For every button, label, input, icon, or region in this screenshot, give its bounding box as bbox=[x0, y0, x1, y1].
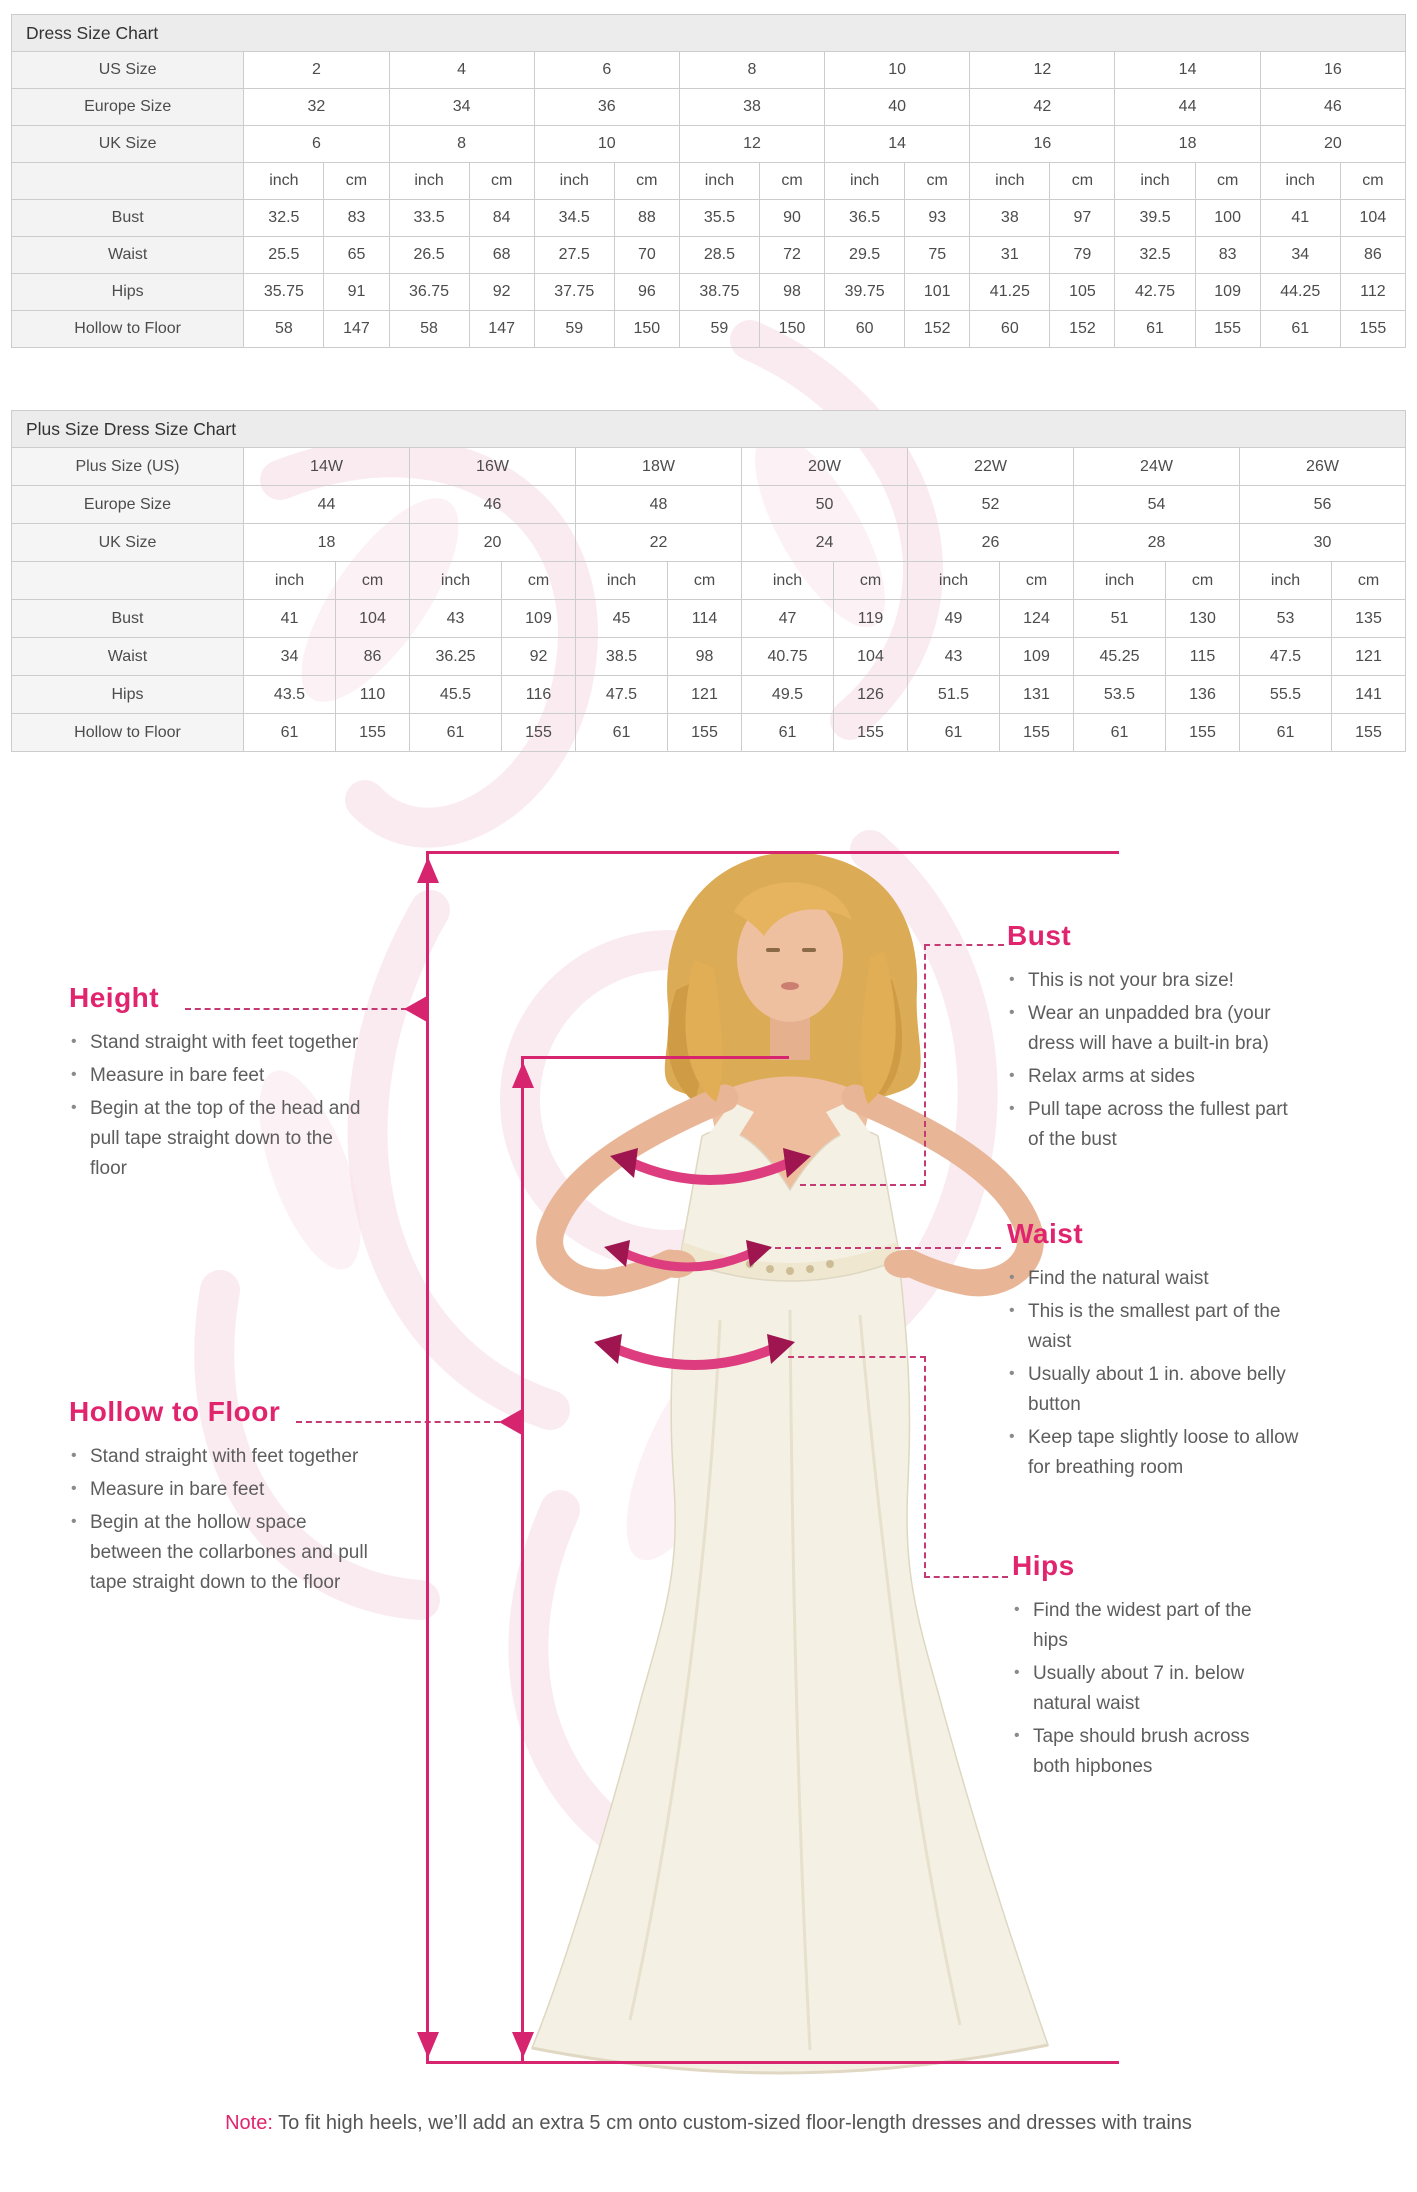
value-cell: 18W bbox=[576, 448, 742, 486]
value-cell: 109 bbox=[1000, 638, 1074, 676]
guide-bullet: • Begin at the hollow space between the collarbones and pull tape straight down to the floor bbox=[69, 1508, 369, 1598]
value-cell: 39.75 bbox=[825, 274, 905, 311]
value-cell: 88 bbox=[614, 200, 679, 237]
value-cell: 36 bbox=[534, 89, 679, 126]
value-cell: 155 bbox=[502, 714, 576, 752]
value-cell: 135 bbox=[1332, 600, 1406, 638]
value-cell: 114 bbox=[668, 600, 742, 638]
height-callout-arrow-icon bbox=[404, 996, 427, 1022]
height-line-top bbox=[426, 851, 1119, 854]
value-cell: 38.75 bbox=[679, 274, 759, 311]
measure-row bbox=[12, 311, 1406, 348]
value-cell: cm bbox=[614, 163, 679, 200]
row-label-cell: Waist bbox=[12, 237, 244, 274]
value-cell: 40.75 bbox=[742, 638, 834, 676]
bust-callout-dash-lower bbox=[800, 1184, 926, 1186]
value-cell: 155 bbox=[1340, 311, 1405, 348]
value-cell: 30 bbox=[1240, 524, 1406, 562]
height-line-bottom bbox=[426, 2061, 1119, 2064]
guide-bullet: • This is the smallest part of the waist bbox=[1007, 1297, 1312, 1357]
value-cell: 61 bbox=[908, 714, 1000, 752]
value-cell: inch bbox=[825, 163, 905, 200]
value-cell: 27.5 bbox=[534, 237, 614, 274]
value-cell: 86 bbox=[336, 638, 410, 676]
value-cell: 34.5 bbox=[534, 200, 614, 237]
row-label-cell: Waist bbox=[12, 638, 244, 676]
value-cell: 60 bbox=[970, 311, 1050, 348]
value-cell: 109 bbox=[1195, 274, 1260, 311]
row-label-cell: US Size bbox=[12, 52, 244, 89]
hollow-line-vertical bbox=[521, 1056, 524, 2063]
value-cell: 51 bbox=[1074, 600, 1166, 638]
height-line-vertical bbox=[426, 851, 429, 2064]
measure-row bbox=[12, 600, 1406, 638]
value-cell: 36.75 bbox=[389, 274, 469, 311]
value-cell: 54 bbox=[1074, 486, 1240, 524]
value-cell: 16 bbox=[970, 126, 1115, 163]
value-cell: cm bbox=[469, 163, 534, 200]
value-cell: cm bbox=[905, 163, 970, 200]
value-cell: 32.5 bbox=[244, 200, 324, 237]
value-cell: 43 bbox=[908, 638, 1000, 676]
measure-row bbox=[12, 200, 1406, 237]
guide-bullet: • Usually about 1 in. above belly button bbox=[1007, 1360, 1312, 1420]
chart-title: Plus Size Dress Size Chart bbox=[11, 410, 1406, 448]
value-cell: 34 bbox=[1260, 237, 1340, 274]
value-cell: cm bbox=[1050, 163, 1115, 200]
waist-tape-arrow bbox=[602, 1234, 774, 1288]
row-label-cell bbox=[12, 163, 244, 200]
value-cell: 152 bbox=[1050, 311, 1115, 348]
value-cell: cm bbox=[759, 163, 824, 200]
value-cell: 35.75 bbox=[244, 274, 324, 311]
value-cell: 18 bbox=[1115, 126, 1260, 163]
guide-bullet: • This is not your bra size! bbox=[1007, 966, 1307, 996]
value-cell: 97 bbox=[1050, 200, 1115, 237]
value-cell: 110 bbox=[336, 676, 410, 714]
value-cell: 22 bbox=[576, 524, 742, 562]
value-cell: 14 bbox=[825, 126, 970, 163]
value-cell: 24W bbox=[1074, 448, 1240, 486]
guide-bullet: • Measure in bare feet bbox=[69, 1061, 369, 1091]
value-cell: inch bbox=[908, 562, 1000, 600]
unit-header-row bbox=[12, 163, 1406, 200]
value-cell: 55.5 bbox=[1240, 676, 1332, 714]
value-cell: 35.5 bbox=[679, 200, 759, 237]
value-cell: 6 bbox=[244, 126, 389, 163]
value-cell: 48 bbox=[576, 486, 742, 524]
chart-title: Dress Size Chart bbox=[11, 14, 1406, 52]
value-cell: cm bbox=[1195, 163, 1260, 200]
size-row bbox=[12, 448, 1406, 486]
value-cell: 152 bbox=[905, 311, 970, 348]
value-cell: inch bbox=[244, 562, 336, 600]
hollow-callout-arrow-icon bbox=[499, 1409, 522, 1435]
bust-heading: Bust bbox=[1007, 920, 1072, 951]
value-cell: 141 bbox=[1332, 676, 1406, 714]
value-cell: 98 bbox=[668, 638, 742, 676]
note-text: To fit high heels, we’ll add an extra 5 cm onto custom-sized floor-length dresses and dresses with trains bbox=[272, 2112, 1192, 2134]
value-cell: 59 bbox=[534, 311, 614, 348]
value-cell: 47.5 bbox=[1240, 638, 1332, 676]
value-cell: inch bbox=[244, 163, 324, 200]
value-cell: cm bbox=[1166, 562, 1240, 600]
value-cell: 42 bbox=[970, 89, 1115, 126]
row-label-cell: Hips bbox=[12, 676, 244, 714]
value-cell: 41 bbox=[1260, 200, 1340, 237]
value-cell: 92 bbox=[469, 274, 534, 311]
value-cell: inch bbox=[1115, 163, 1195, 200]
guide-bullet: • Find the widest part of the hips bbox=[1012, 1596, 1287, 1656]
value-cell: cm bbox=[668, 562, 742, 600]
row-label-cell bbox=[12, 562, 244, 600]
row-label-cell: Bust bbox=[12, 600, 244, 638]
row-label-cell: Hollow to Floor bbox=[12, 714, 244, 752]
value-cell: inch bbox=[1074, 562, 1166, 600]
value-cell: 32.5 bbox=[1115, 237, 1195, 274]
value-cell: 83 bbox=[324, 200, 389, 237]
bust-section bbox=[1007, 920, 1307, 1158]
size-row bbox=[12, 52, 1406, 89]
value-cell: 45 bbox=[576, 600, 668, 638]
model-illustration bbox=[480, 840, 1060, 2085]
value-cell: 119 bbox=[834, 600, 908, 638]
value-cell: 61 bbox=[576, 714, 668, 752]
size-row bbox=[12, 486, 1406, 524]
value-cell: 70 bbox=[614, 237, 679, 274]
waist-callout-dash bbox=[765, 1247, 1001, 1249]
value-cell: 12 bbox=[970, 52, 1115, 89]
height-bullets bbox=[69, 1028, 369, 1184]
value-cell: cm bbox=[1000, 562, 1074, 600]
value-cell: 31 bbox=[970, 237, 1050, 274]
value-cell: inch bbox=[389, 163, 469, 200]
value-cell: 38 bbox=[679, 89, 824, 126]
value-cell: 61 bbox=[244, 714, 336, 752]
value-cell: 8 bbox=[389, 126, 534, 163]
bust-bullets bbox=[1007, 966, 1307, 1155]
value-cell: 155 bbox=[1000, 714, 1074, 752]
value-cell: 32 bbox=[244, 89, 389, 126]
value-cell: 59 bbox=[679, 311, 759, 348]
guide-bullet: • Usually about 7 in. below natural waist bbox=[1012, 1659, 1287, 1719]
value-cell: 40 bbox=[825, 89, 970, 126]
value-cell: 37.75 bbox=[534, 274, 614, 311]
value-cell: 16 bbox=[1260, 52, 1405, 89]
value-cell: 46 bbox=[410, 486, 576, 524]
value-cell: 104 bbox=[834, 638, 908, 676]
value-cell: 10 bbox=[825, 52, 970, 89]
value-cell: 126 bbox=[834, 676, 908, 714]
row-label-cell: UK Size bbox=[12, 126, 244, 163]
row-label-cell: Bust bbox=[12, 200, 244, 237]
hips-callout-dash-vertical bbox=[924, 1356, 926, 1578]
row-label-cell: Hollow to Floor bbox=[12, 311, 244, 348]
value-cell: 109 bbox=[502, 600, 576, 638]
value-cell: cm bbox=[834, 562, 908, 600]
value-cell: 44 bbox=[244, 486, 410, 524]
value-cell: 51.5 bbox=[908, 676, 1000, 714]
value-cell: 56 bbox=[1240, 486, 1406, 524]
value-cell: 20 bbox=[410, 524, 576, 562]
guide-bullet: • Pull tape across the fullest part of the bust bbox=[1007, 1095, 1307, 1155]
hips-bullets bbox=[1012, 1596, 1287, 1782]
value-cell: 68 bbox=[469, 237, 534, 274]
value-cell: 45.25 bbox=[1074, 638, 1166, 676]
size-row bbox=[12, 524, 1406, 562]
value-cell: 61 bbox=[1260, 311, 1340, 348]
value-cell: 155 bbox=[1332, 714, 1406, 752]
value-cell: 12 bbox=[679, 126, 824, 163]
value-cell: 155 bbox=[834, 714, 908, 752]
hips-heading: Hips bbox=[1012, 1550, 1075, 1581]
value-cell: 90 bbox=[759, 200, 824, 237]
value-cell: 61 bbox=[1115, 311, 1195, 348]
value-cell: 43.5 bbox=[244, 676, 336, 714]
measure-row bbox=[12, 274, 1406, 311]
value-cell: 50 bbox=[742, 486, 908, 524]
value-cell: 79 bbox=[1050, 237, 1115, 274]
height-heading: Height bbox=[69, 982, 160, 1013]
value-cell: 39.5 bbox=[1115, 200, 1195, 237]
value-cell: 104 bbox=[1340, 200, 1405, 237]
hips-callout-dash-upper bbox=[788, 1356, 926, 1358]
value-cell: 36.25 bbox=[410, 638, 502, 676]
value-cell: 22W bbox=[908, 448, 1074, 486]
waist-section bbox=[1007, 1218, 1312, 1486]
measure-row bbox=[12, 638, 1406, 676]
value-cell: 41 bbox=[244, 600, 336, 638]
value-cell: 75 bbox=[905, 237, 970, 274]
value-cell: 4 bbox=[389, 52, 534, 89]
waist-bullets bbox=[1007, 1264, 1312, 1483]
hollow-bullets bbox=[69, 1442, 369, 1598]
hollow-arrow-up-icon bbox=[512, 1062, 534, 1088]
value-cell: 18 bbox=[244, 524, 410, 562]
value-cell: 6 bbox=[534, 52, 679, 89]
value-cell: 52 bbox=[908, 486, 1074, 524]
value-cell: 26W bbox=[1240, 448, 1406, 486]
value-cell: 43 bbox=[410, 600, 502, 638]
value-cell: 91 bbox=[324, 274, 389, 311]
value-cell: 72 bbox=[759, 237, 824, 274]
bust-tape-arrow bbox=[608, 1140, 813, 1202]
hollow-line-top bbox=[521, 1056, 789, 1059]
waist-heading: Waist bbox=[1007, 1218, 1084, 1249]
bust-callout-dash-upper bbox=[924, 944, 1004, 946]
value-cell: inch bbox=[576, 562, 668, 600]
value-cell: 49 bbox=[908, 600, 1000, 638]
value-cell: 150 bbox=[759, 311, 824, 348]
value-cell: 124 bbox=[1000, 600, 1074, 638]
value-cell: 84 bbox=[469, 200, 534, 237]
guide-bullet: • Find the natural waist bbox=[1007, 1264, 1312, 1294]
value-cell: 10 bbox=[534, 126, 679, 163]
measure-row bbox=[12, 714, 1406, 752]
value-cell: 93 bbox=[905, 200, 970, 237]
value-cell: 116 bbox=[502, 676, 576, 714]
value-cell: 14W bbox=[244, 448, 410, 486]
value-cell: inch bbox=[1240, 562, 1332, 600]
value-cell: 47 bbox=[742, 600, 834, 638]
value-cell: 131 bbox=[1000, 676, 1074, 714]
value-cell: 47.5 bbox=[576, 676, 668, 714]
value-cell: 36.5 bbox=[825, 200, 905, 237]
dress-size-chart bbox=[11, 14, 1406, 348]
value-cell: 61 bbox=[1074, 714, 1166, 752]
value-cell: 2 bbox=[244, 52, 389, 89]
value-cell: 104 bbox=[336, 600, 410, 638]
value-cell: 49.5 bbox=[742, 676, 834, 714]
value-cell: 150 bbox=[614, 311, 679, 348]
value-cell: inch bbox=[742, 562, 834, 600]
value-cell: 28 bbox=[1074, 524, 1240, 562]
guide-bullet: • Begin at the top of the head and pull tape straight down to the floor bbox=[69, 1094, 369, 1184]
value-cell: 8 bbox=[679, 52, 824, 89]
value-cell: 16W bbox=[410, 448, 576, 486]
value-cell: 65 bbox=[324, 237, 389, 274]
bust-callout-dash-vertical bbox=[924, 944, 926, 1186]
value-cell: 24 bbox=[742, 524, 908, 562]
hips-callout-dash-lower bbox=[924, 1576, 1008, 1578]
value-cell: 61 bbox=[410, 714, 502, 752]
value-cell: 41.25 bbox=[970, 274, 1050, 311]
value-cell: 38 bbox=[970, 200, 1050, 237]
value-cell: 29.5 bbox=[825, 237, 905, 274]
value-cell: 58 bbox=[389, 311, 469, 348]
hollow-arrow-down-icon bbox=[512, 2032, 534, 2058]
row-label-cell: Hips bbox=[12, 274, 244, 311]
value-cell: 121 bbox=[668, 676, 742, 714]
height-arrow-up-icon bbox=[417, 857, 439, 883]
hips-tape-arrow bbox=[592, 1328, 797, 1386]
plus-size-table bbox=[11, 447, 1406, 752]
value-cell: 61 bbox=[742, 714, 834, 752]
row-label-cell: Europe Size bbox=[12, 89, 244, 126]
guide-bullet: • Tape should brush across both hipbones bbox=[1012, 1722, 1287, 1782]
value-cell: 58 bbox=[244, 311, 324, 348]
value-cell: 20 bbox=[1260, 126, 1405, 163]
value-cell: inch bbox=[679, 163, 759, 200]
value-cell: 28.5 bbox=[679, 237, 759, 274]
value-cell: 45.5 bbox=[410, 676, 502, 714]
hips-section bbox=[1012, 1550, 1287, 1785]
value-cell: 101 bbox=[905, 274, 970, 311]
height-section bbox=[69, 982, 369, 1187]
value-cell: inch bbox=[410, 562, 502, 600]
value-cell: cm bbox=[1332, 562, 1406, 600]
value-cell: 20W bbox=[742, 448, 908, 486]
measure-row bbox=[12, 676, 1406, 714]
value-cell: inch bbox=[970, 163, 1050, 200]
value-cell: 136 bbox=[1166, 676, 1240, 714]
note-label: Note: bbox=[225, 2112, 273, 2134]
size-row bbox=[12, 126, 1406, 163]
value-cell: 130 bbox=[1166, 600, 1240, 638]
plus-size-dress-chart bbox=[11, 410, 1406, 752]
value-cell: 86 bbox=[1340, 237, 1405, 274]
value-cell: cm bbox=[1340, 163, 1405, 200]
hollow-heading: Hollow to Floor bbox=[69, 1396, 281, 1427]
value-cell: 98 bbox=[759, 274, 824, 311]
value-cell: 105 bbox=[1050, 274, 1115, 311]
guide-bullet: • Wear an unpadded bra (your dress will have a built-in bra) bbox=[1007, 999, 1307, 1059]
height-arrow-down-icon bbox=[417, 2032, 439, 2058]
guide-bullet: • Stand straight with feet together bbox=[69, 1442, 369, 1472]
value-cell: inch bbox=[1260, 163, 1340, 200]
value-cell: 96 bbox=[614, 274, 679, 311]
value-cell: 14 bbox=[1115, 52, 1260, 89]
value-cell: 61 bbox=[1240, 714, 1332, 752]
value-cell: 100 bbox=[1195, 200, 1260, 237]
measure-row bbox=[12, 237, 1406, 274]
value-cell: 155 bbox=[1166, 714, 1240, 752]
value-cell: 53 bbox=[1240, 600, 1332, 638]
value-cell: 83 bbox=[1195, 237, 1260, 274]
value-cell: cm bbox=[336, 562, 410, 600]
value-cell: 34 bbox=[389, 89, 534, 126]
value-cell: cm bbox=[502, 562, 576, 600]
heels-note bbox=[0, 2112, 1417, 2135]
value-cell: 25.5 bbox=[244, 237, 324, 274]
value-cell: 26.5 bbox=[389, 237, 469, 274]
value-cell: 147 bbox=[324, 311, 389, 348]
value-cell: 155 bbox=[1195, 311, 1260, 348]
value-cell: 115 bbox=[1166, 638, 1240, 676]
value-cell: 44 bbox=[1115, 89, 1260, 126]
value-cell: 46 bbox=[1260, 89, 1405, 126]
guide-bullet: • Stand straight with feet together bbox=[69, 1028, 369, 1058]
row-label-cell: Europe Size bbox=[12, 486, 244, 524]
value-cell: 33.5 bbox=[389, 200, 469, 237]
value-cell: 155 bbox=[668, 714, 742, 752]
value-cell: 112 bbox=[1340, 274, 1405, 311]
size-row bbox=[12, 89, 1406, 126]
value-cell: 38.5 bbox=[576, 638, 668, 676]
value-cell: cm bbox=[324, 163, 389, 200]
value-cell: 92 bbox=[502, 638, 576, 676]
value-cell: 44.25 bbox=[1260, 274, 1340, 311]
value-cell: 34 bbox=[244, 638, 336, 676]
value-cell: 147 bbox=[469, 311, 534, 348]
row-label-cell: Plus Size (US) bbox=[12, 448, 244, 486]
unit-header-row bbox=[12, 562, 1406, 600]
hollow-to-floor-section bbox=[69, 1396, 369, 1601]
value-cell: inch bbox=[534, 163, 614, 200]
row-label-cell: UK Size bbox=[12, 524, 244, 562]
guide-bullet: • Measure in bare feet bbox=[69, 1475, 369, 1505]
dress-size-table bbox=[11, 51, 1406, 348]
value-cell: 60 bbox=[825, 311, 905, 348]
guide-bullet: • Relax arms at sides bbox=[1007, 1062, 1307, 1092]
guide-bullet: • Keep tape slightly loose to allow for breathing room bbox=[1007, 1423, 1312, 1483]
value-cell: 155 bbox=[336, 714, 410, 752]
value-cell: 42.75 bbox=[1115, 274, 1195, 311]
value-cell: 26 bbox=[908, 524, 1074, 562]
value-cell: 121 bbox=[1332, 638, 1406, 676]
value-cell: 53.5 bbox=[1074, 676, 1166, 714]
